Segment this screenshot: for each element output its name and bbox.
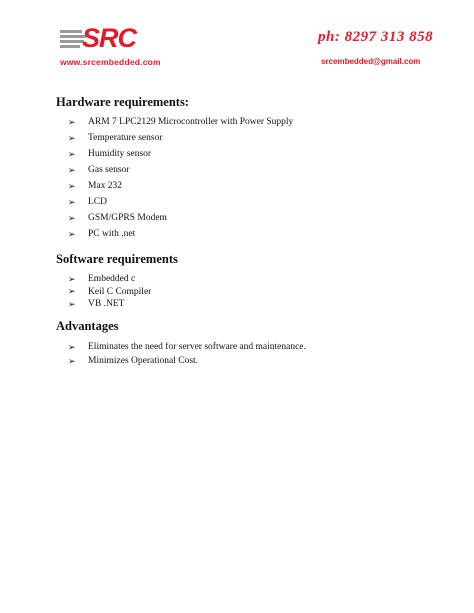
- list-item: [68, 340, 306, 354]
- arrow-bullet-icon: ➢: [68, 286, 76, 297]
- advantages-list: [68, 340, 306, 368]
- arrow-bullet-icon: ➢: [68, 341, 76, 352]
- letterhead: [0, 0, 474, 80]
- arrow-bullet-icon: ➢: [68, 212, 76, 223]
- hardware-title: Hardware requirements:: [56, 95, 189, 109]
- arrow-bullet-icon: ➢: [68, 148, 76, 159]
- advantages-title: Advantages: [56, 319, 119, 333]
- list-item-text: PC with .net: [88, 229, 136, 239]
- arrow-bullet-icon: ➢: [68, 355, 76, 366]
- arrow-bullet-icon: ➢: [68, 228, 76, 239]
- list-item: [68, 226, 293, 242]
- website-link[interactable]: www.srcembedded.com: [60, 57, 161, 67]
- list-item: [68, 130, 293, 146]
- list-item-text: Embedded c: [88, 274, 136, 285]
- list-item: [68, 178, 293, 194]
- list-item: [68, 298, 151, 311]
- list-item-text: LCD: [88, 197, 107, 207]
- email-link[interactable]: srcembedded@gmail.com: [321, 57, 421, 66]
- list-item-text: Temperature sensor: [88, 133, 163, 143]
- arrow-bullet-icon: ➢: [68, 298, 76, 309]
- list-item-text: Gas sensor: [88, 165, 130, 175]
- hardware-list: [68, 114, 293, 242]
- logo-text: SRC: [82, 23, 137, 53]
- list-item-text: ARM 7 LPC2129 Microcontroller with Power Supply: [88, 117, 294, 127]
- software-title: Software requirements: [56, 252, 178, 266]
- list-item-text: Humidity sensor: [88, 149, 152, 159]
- arrow-bullet-icon: ➢: [68, 116, 76, 127]
- list-item: [68, 354, 306, 368]
- arrow-bullet-icon: ➢: [68, 132, 76, 143]
- list-item-text: Keil C Compiler: [88, 286, 152, 297]
- list-item: [68, 194, 293, 210]
- phone-number: ph: 8297 313 858: [318, 29, 434, 45]
- arrow-bullet-icon: ➢: [68, 196, 76, 207]
- arrow-bullet-icon: ➢: [68, 180, 76, 191]
- list-item-text: Max 232: [88, 181, 123, 191]
- list-item: [68, 146, 293, 162]
- src-logo: [60, 23, 150, 53]
- list-item: [68, 273, 151, 286]
- arrow-bullet-icon: ➢: [68, 164, 76, 175]
- list-item: [68, 286, 151, 299]
- list-item: [68, 210, 293, 226]
- software-list: [68, 273, 151, 311]
- list-item: [68, 114, 293, 130]
- list-item-text: VB .NET: [88, 299, 125, 310]
- arrow-bullet-icon: ➢: [68, 273, 76, 284]
- list-item-text: Minimizes Operational Cost.: [88, 356, 199, 366]
- list-item-text: Eliminates the need for server software and maintenance.: [88, 342, 306, 352]
- list-item-text: GSM/GPRS Modem: [88, 213, 167, 223]
- list-item: [68, 162, 293, 178]
